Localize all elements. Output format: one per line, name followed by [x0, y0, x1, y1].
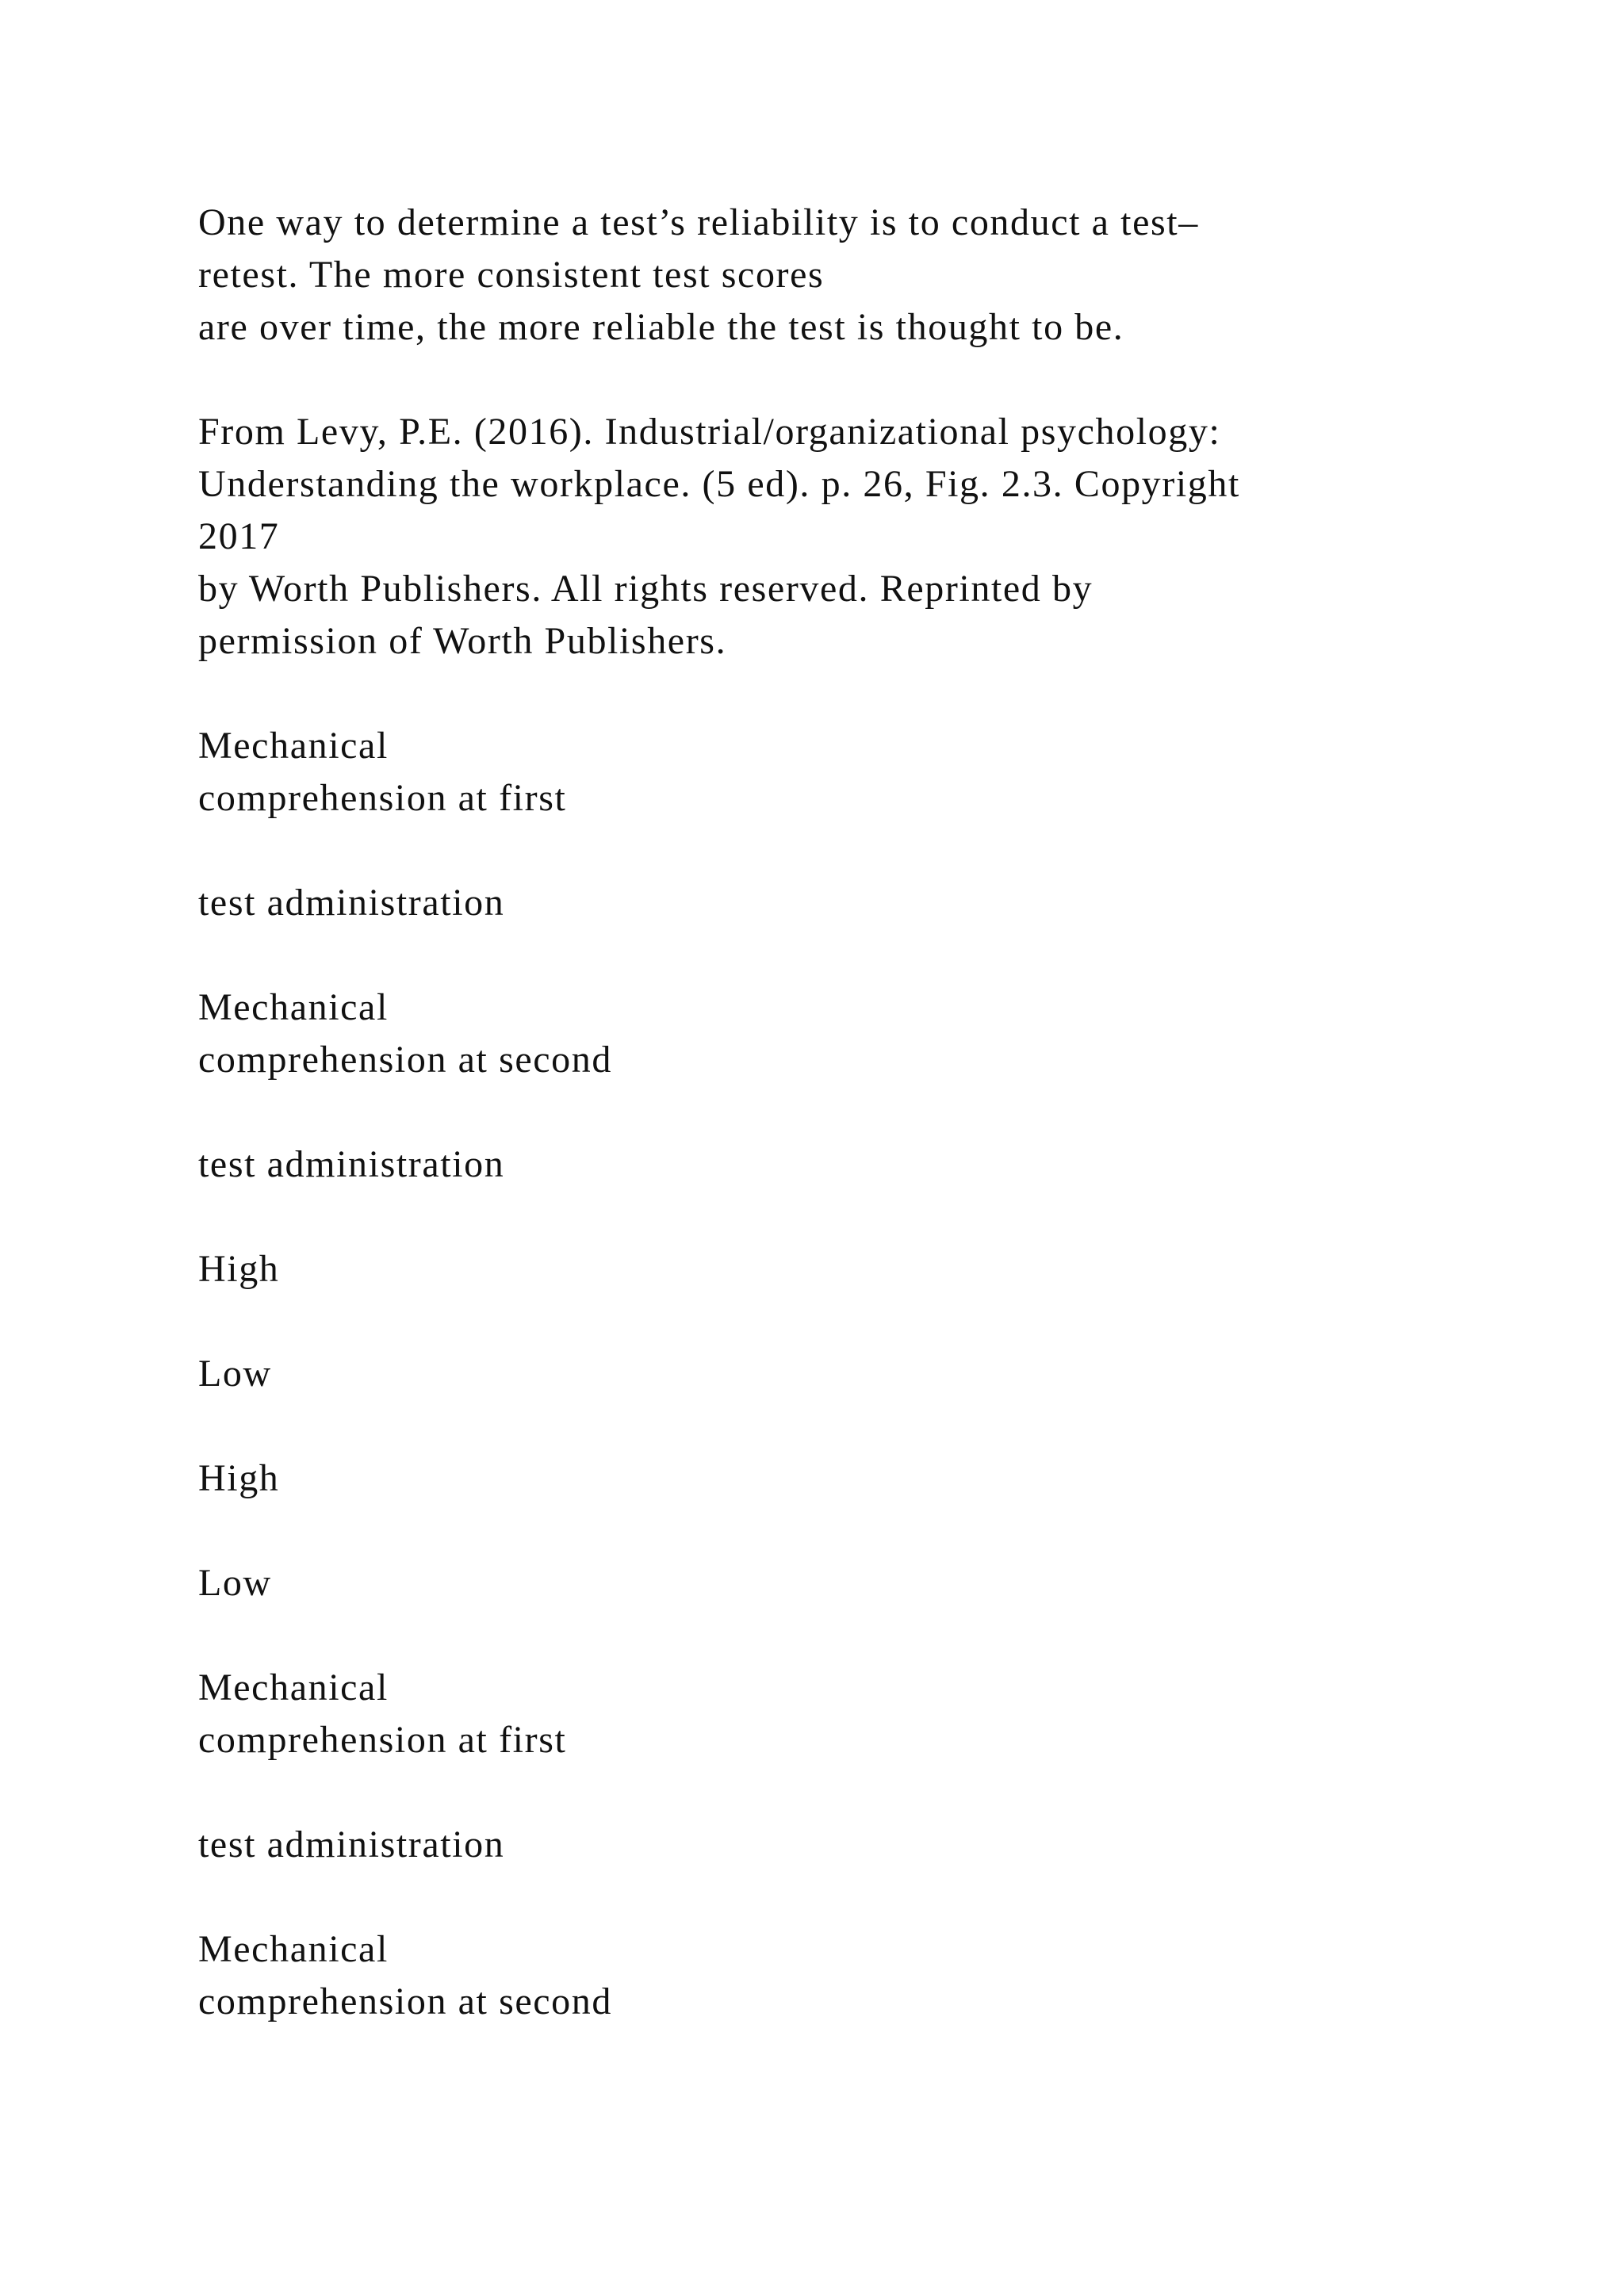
text-line: From Levy, P.E. (2016). Industrial/organizational psychology: — [198, 411, 1221, 453]
text-line: retest. The more consistent test scores — [198, 254, 825, 296]
label-high-2 — [198, 1452, 1507, 1505]
text-line: test administration — [198, 1823, 505, 1866]
text-line: Low — [198, 1353, 272, 1395]
label-high-1 — [198, 1243, 1507, 1295]
text-line: Mechanical — [198, 1928, 389, 1970]
label-second-administration-2 — [198, 1923, 1507, 2028]
text-line: comprehension at first — [198, 777, 567, 819]
text-line: test administration — [198, 882, 505, 924]
label-test-administration-1 — [198, 877, 1507, 929]
text-line: Mechanical — [198, 725, 389, 767]
text-line: comprehension at second — [198, 1039, 612, 1081]
text-line: Understanding the workplace. (5 ed). p. 26, Fig. 2.3. Copyright — [198, 463, 1240, 505]
text-line: Mechanical — [198, 986, 389, 1028]
text-line: by Worth Publishers. All rights reserved. Reprinted by — [198, 568, 1094, 610]
label-low-2 — [198, 1557, 1507, 1609]
label-low-1 — [198, 1348, 1507, 1400]
paragraph-citation — [198, 406, 1507, 668]
text-line: High — [198, 1457, 280, 1499]
text-line: permission of Worth Publishers. — [198, 620, 727, 662]
text-line: comprehension at first — [198, 1719, 567, 1761]
text-line: High — [198, 1248, 280, 1290]
label-test-administration-2 — [198, 1138, 1507, 1191]
text-line: are over time, the more reliable the test is thought to be. — [198, 306, 1124, 348]
text-line: 2017 — [198, 515, 280, 557]
label-test-administration-3 — [198, 1819, 1507, 1871]
document-page — [198, 197, 1507, 2080]
label-second-administration-1 — [198, 982, 1507, 1086]
paragraph-reliability-intro — [198, 197, 1507, 354]
text-line: Low — [198, 1562, 272, 1604]
text-line: One way to determine a test’s reliability is to conduct a test– — [198, 201, 1199, 243]
text-line: Mechanical — [198, 1667, 389, 1709]
text-line: test administration — [198, 1143, 505, 1185]
text-line: comprehension at second — [198, 1980, 612, 2022]
label-first-administration-1 — [198, 720, 1507, 825]
label-first-administration-2 — [198, 1662, 1507, 1766]
